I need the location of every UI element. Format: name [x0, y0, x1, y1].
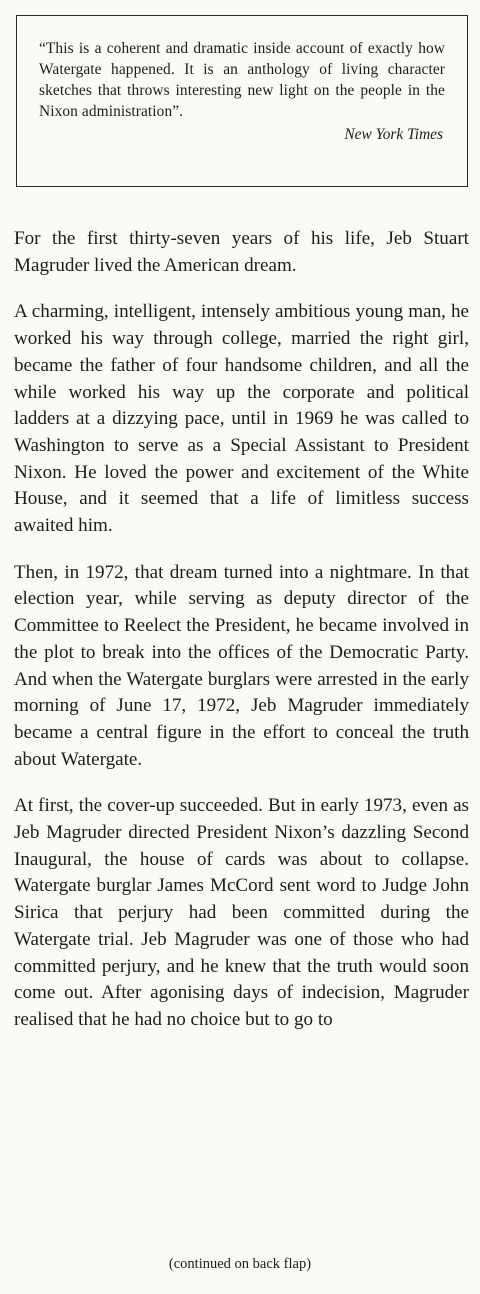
- flap-body-text: [14, 226, 469, 1054]
- continued-note: (continued on back flap): [168, 1256, 312, 1272]
- review-quote: “This is a coherent and dramatic inside account of exactly how Watergate happened. It is an anthology of living character sketches that throws interesting new light on the people in the Nixon administration”.: [39, 40, 445, 120]
- review-source: New York Times: [344, 126, 443, 143]
- paragraph-4: At first, the cover-up succeeded. But in early 1973, even as Jeb Magruder directed President Nixon’s dazzling Second Inaugural, the house of cards was about to collapse. Watergate burglar James McCord sent word to Judge John Sirica that perjury had been committed during the Watergate trial. Jeb Magruder was one of those who had committed perjury, and he knew that the truth would soon come out. After agonising days of indecision, Magruder realised that he had no choice but to go to: [14, 795, 469, 1030]
- paragraph-1: For the first thirty-seven years of his life, Jeb Stuart Magruder lived the American dream.: [14, 228, 469, 276]
- paragraph-3: Then, in 1972, that dream turned into a nightmare. In that election year, while serving as deputy director of the Committee to Reelect the President, he became involved in the plot to break into the offices of the Democratic Party. And when the Watergate burglars were arrested in the early morning of June 17, 1972, Jeb Magruder immediately became a central figure in the effort to conceal the truth about Watergate.: [14, 561, 469, 770]
- review-quote-box: [16, 15, 468, 187]
- paragraph-2: A charming, intelligent, intensely ambitious young man, he worked his way through college, married the right girl, became the father of four handsome children, and all the while worked his way up the corporate and political ladders at a dizzying pace, until in 1969 he was called to Washington to serve as a Special Assistant to President Nixon. He loved the power and excitement of the White House, and it seemed that a life of limitless success awaited him.: [14, 301, 469, 537]
